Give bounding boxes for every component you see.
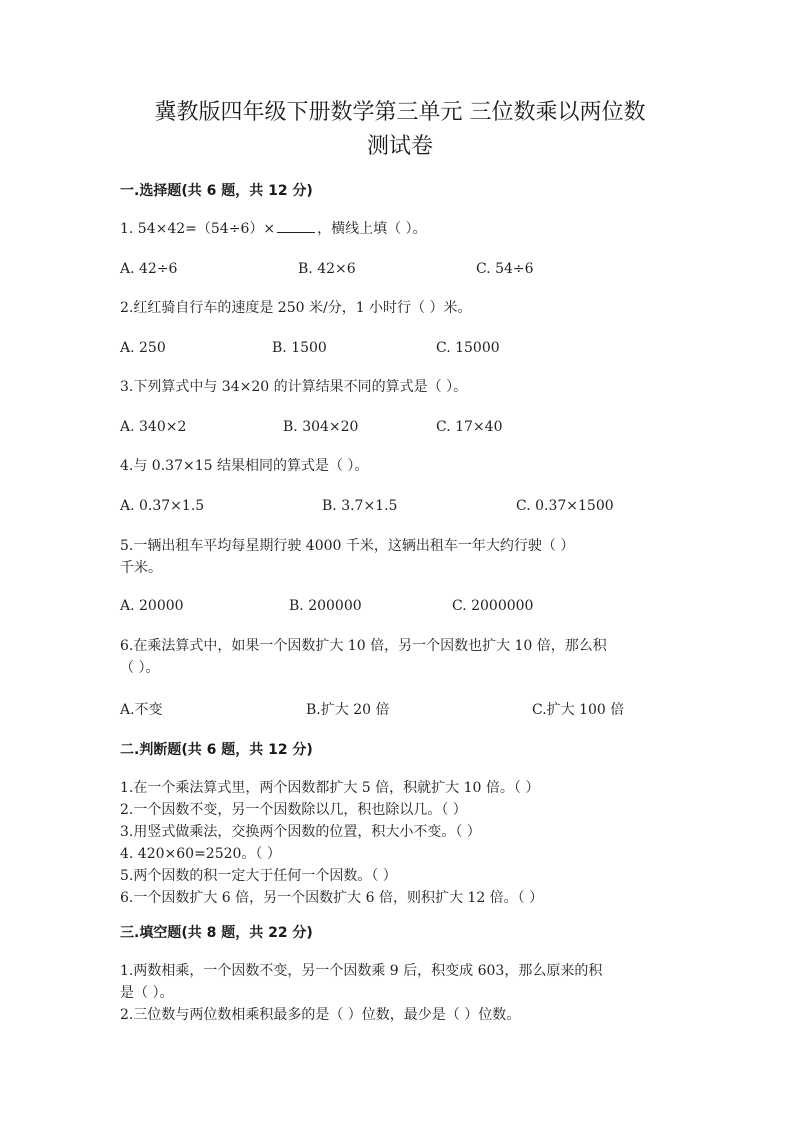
q5-option-b: B. 200000 — [289, 598, 362, 614]
judge-item-1: 1.在一个乘法算式里，两个因数都扩大 5 倍，积就扩大 10 倍。（ ） — [120, 780, 540, 796]
q1-underline-blank — [277, 218, 315, 233]
judge-item-2: 2.一个因数不变，另一个因数除以几，积也除以几。（ ） — [120, 802, 467, 818]
judge-list — [120, 777, 680, 909]
choice-question-3: 3.下列算式中与 34×20 的计算结果不同的算式是（ ）。 — [120, 379, 468, 395]
q5-option-a: A. 20000 — [120, 598, 184, 614]
judge-item-4: 4. 420×60=2520。（ ） — [120, 846, 281, 862]
choice-question-6 — [120, 635, 680, 679]
q6-option-c: C.扩大 100 倍 — [532, 702, 625, 718]
judge-item-3: 3.用竖式做乘法，交换两个因数的位置，积大小不变。（ ） — [120, 824, 481, 840]
q4-option-a: A. 0.37×1.5 — [120, 498, 205, 514]
q4-option-b: B. 3.7×1.5 — [322, 498, 398, 514]
q6-line-1: 6.在乘法算式中，如果一个因数扩大 10 倍，另一个因数也扩大 10 倍，那么积 — [120, 638, 607, 654]
q3-option-b: B. 304×20 — [283, 419, 359, 435]
q6-option-b: B.扩大 20 倍 — [306, 702, 390, 718]
q3-option-a: A. 340×2 — [120, 419, 187, 435]
choice-question-2: 2.红红骑自行车的速度是 250 米/分，1 小时行（ ）米。 — [120, 300, 472, 316]
q1-option-a: A. 42÷6 — [120, 261, 178, 277]
section-heading-judge: 二.判断题(共 6 题，共 12 分) — [120, 742, 313, 758]
q2-option-c: C. 15000 — [436, 340, 500, 356]
q5-line-2: 千米。 — [120, 560, 162, 576]
q1-text-pre: 1. 54×42=（54÷6）× — [120, 221, 276, 237]
fill-item-1-line-1: 1.两数相乘，一个因数不变，另一个因数乘 9 后，积变成 603，那么原来的积 — [120, 963, 603, 979]
q4-option-c: C. 0.37×1500 — [516, 498, 614, 514]
choice-question-5 — [120, 535, 680, 579]
title-line-2: 测试卷 — [366, 134, 433, 159]
q1-text-post: ，横线上填（ ）。 — [317, 221, 427, 237]
page-title — [0, 96, 800, 164]
section-heading-choice: 一.选择题(共 6 题，共 12 分) — [120, 183, 313, 199]
section-heading-fill: 三.填空题(共 8 题，共 22 分) — [120, 925, 313, 941]
fill-item-2-line-1: 2.三位数与两位数相乘积最多的是（ ）位数，最少是（ ）位数。 — [120, 1007, 521, 1023]
choice-question-4: 4.与 0.37×15 结果相同的算式是（ ）。 — [120, 458, 369, 474]
q6-line-2: （ ）。 — [120, 660, 160, 676]
q1-option-c: C. 54÷6 — [476, 261, 534, 277]
q1-option-b: B. 42×6 — [298, 261, 356, 277]
title-line-1: 冀教版四年级下册数学第三单元 三位数乘以两位数 — [154, 100, 646, 125]
q5-option-c: C. 2000000 — [452, 598, 534, 614]
judge-item-6: 6.一个因数扩大 6 倍，另一个因数扩大 6 倍，则积扩大 12 倍。（ ） — [120, 890, 544, 906]
q2-option-b: B. 1500 — [272, 340, 327, 356]
q6-option-a: A.不变 — [120, 702, 163, 718]
fill-list — [120, 960, 680, 1026]
q2-option-a: A. 250 — [120, 340, 166, 356]
q5-line-1: 5.一辆出租车平均每星期行驶 4000 千米，这辆出租车一年大约行驶（ ） — [120, 538, 575, 554]
q3-option-c: C. 17×40 — [436, 419, 503, 435]
choice-question-1 — [120, 218, 680, 240]
judge-item-5: 5.两个因数的积一定大于任何一个因数。（ ） — [120, 868, 397, 884]
fill-item-1-line-2: 是（ ）。 — [120, 985, 174, 1001]
